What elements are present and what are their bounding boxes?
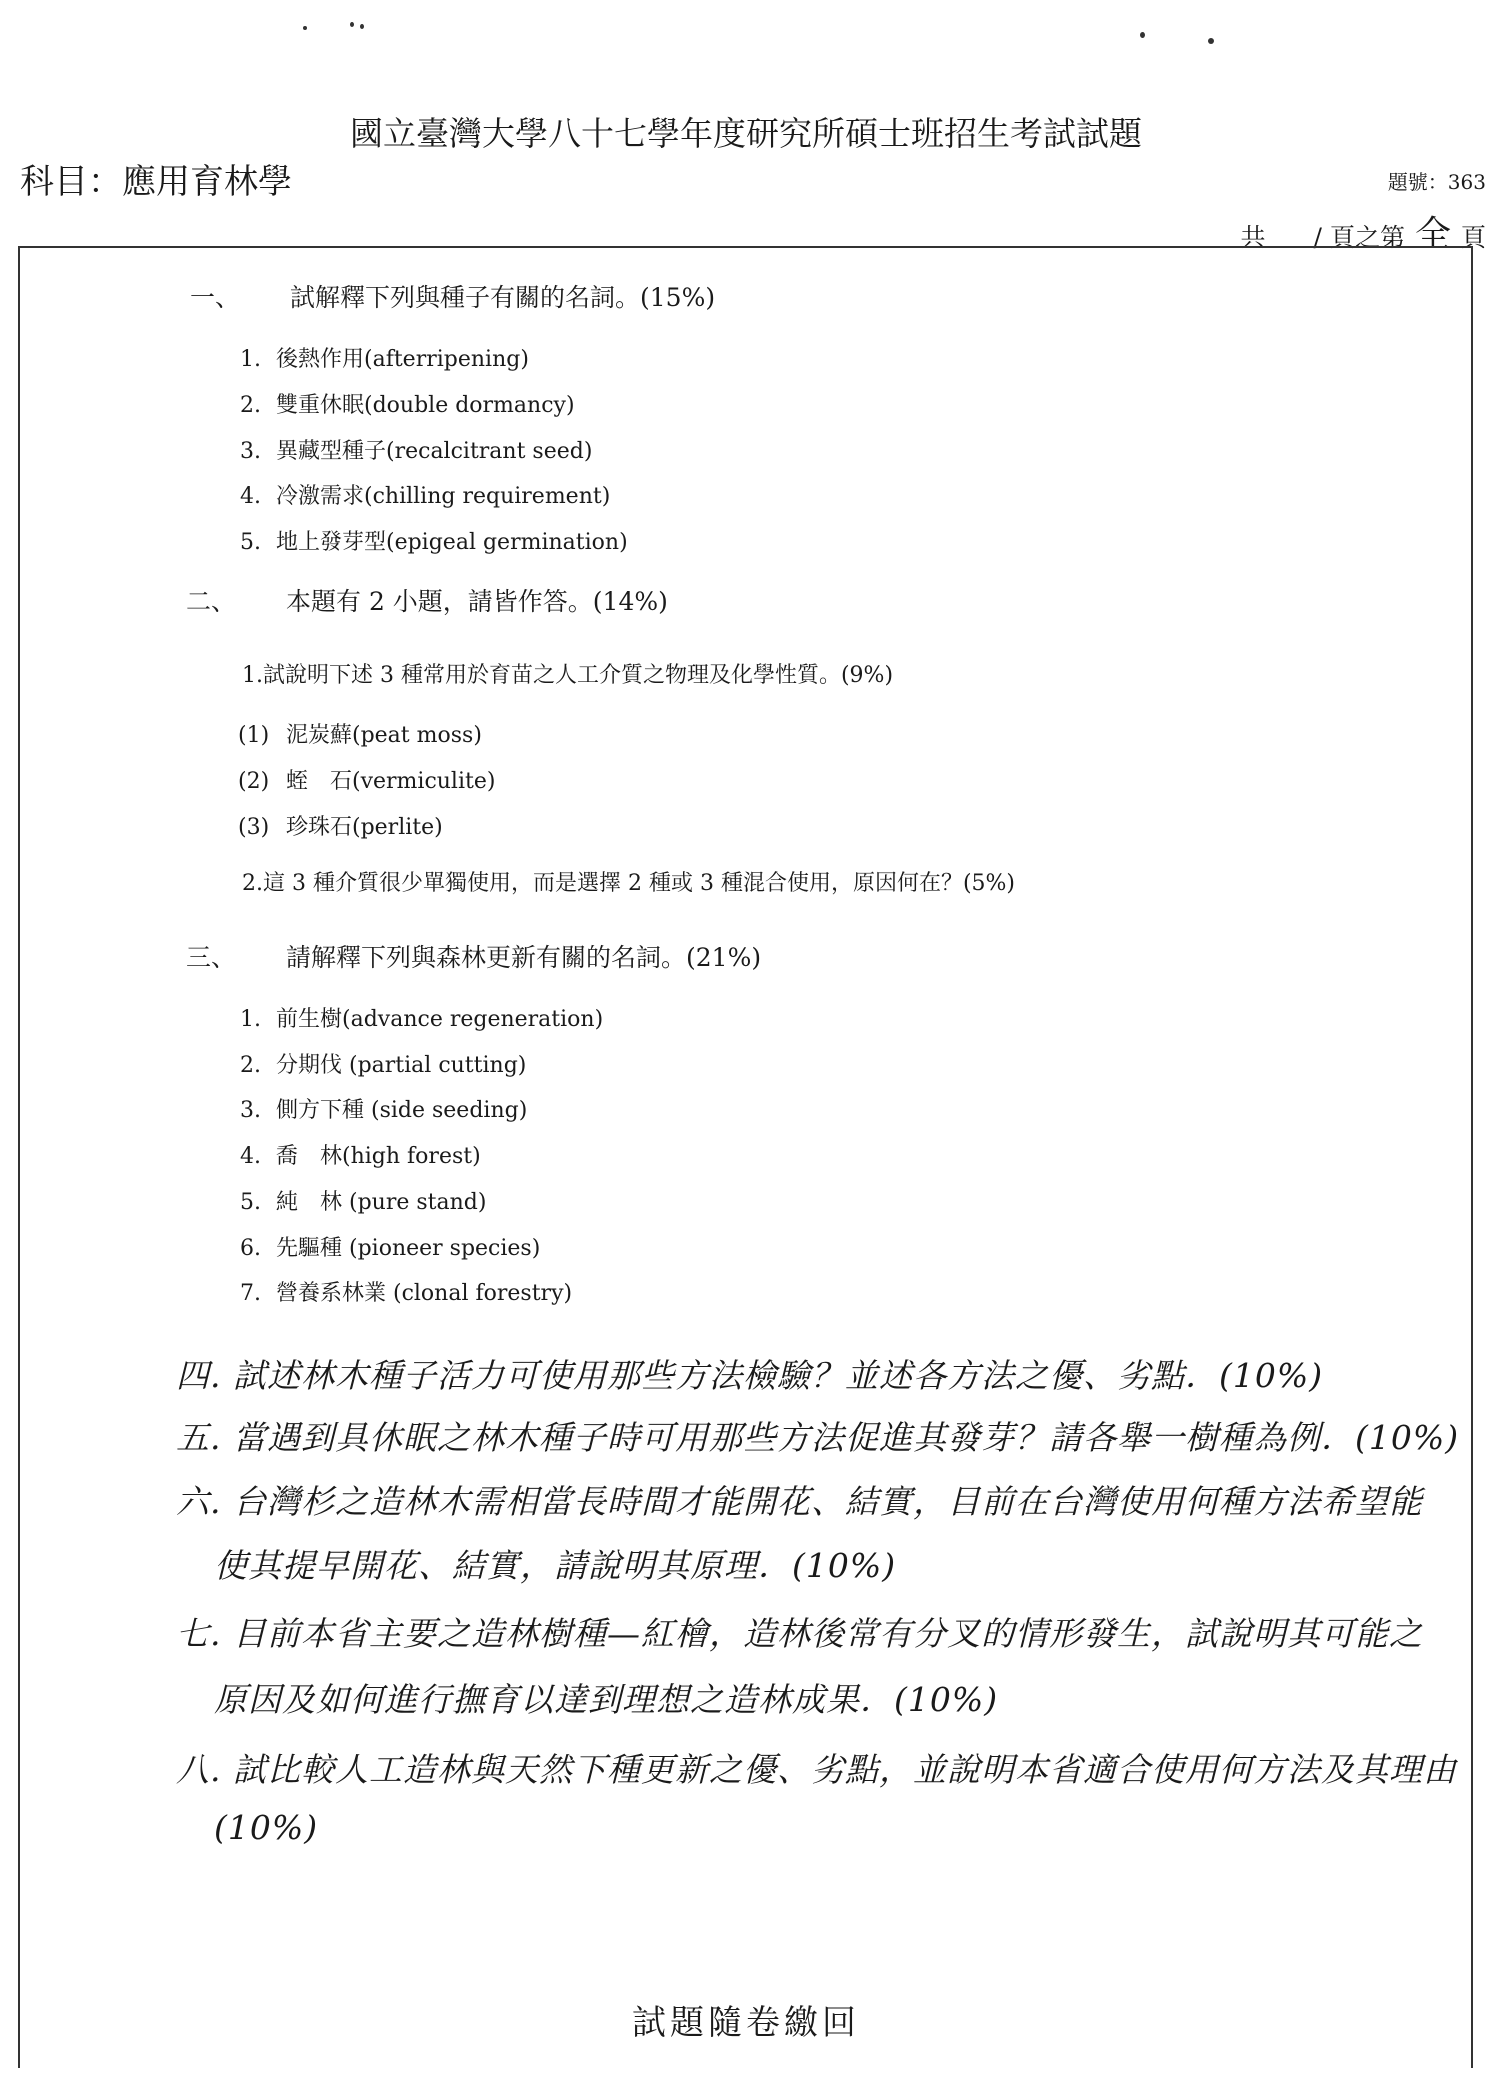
item-text: 蛭 石(vermiculite) — [286, 769, 496, 794]
question-6-handwritten-line-2: 使其提早開花、結實，請說明其原理．(10%) — [214, 1546, 897, 1585]
item-number: 2. — [240, 393, 261, 418]
item-text: 營養系林業 (clonal forestry) — [276, 1281, 573, 1306]
item-number: 7. — [240, 1281, 261, 1306]
page-total-label: 共 — [1240, 223, 1266, 252]
question-2-number: 二、 — [186, 587, 237, 616]
item-number: 3. — [240, 439, 261, 464]
question-8-handwritten-line-2: (10%) — [214, 1808, 319, 1847]
question-2-text: 本題有 2 小題，請皆作答。(14%) — [286, 587, 668, 616]
item-number: 5. — [240, 1190, 261, 1215]
item-number: (3) — [238, 815, 270, 840]
question-3-item — [240, 1231, 540, 1262]
question-1-heading — [190, 278, 715, 314]
item-text: 前生樹(advance regeneration) — [276, 1007, 604, 1032]
question-3-item — [240, 1093, 527, 1124]
page-current: 全 — [1414, 214, 1451, 255]
item-number: 1. — [240, 1007, 261, 1032]
scan-speck — [360, 24, 364, 29]
question-3-number: 三、 — [186, 943, 237, 972]
item-number: 4. — [240, 1144, 261, 1169]
subject-label: 科目：應用育林學 — [20, 162, 292, 202]
exam-title: 國立臺灣大學八十七學年度研究所碩士班招生考試試題 — [350, 114, 1142, 153]
item-text: 珍珠石(perlite) — [286, 815, 443, 840]
item-text: 異藏型種子(recalcitrant seed) — [276, 439, 593, 464]
question-2-sub-1: 1.試說明下述 3 種常用於育苗之人工介質之物理及化學性質。(9%) — [242, 663, 894, 688]
page-of-label: 頁之第 — [1329, 223, 1405, 252]
item-text: 純 林 (pure stand) — [276, 1190, 487, 1215]
question-7-handwritten-line-1: 七. 目前本省主要之造林樹種—紅檜，造林後常有分叉的情形發生，試說明其可能之 — [176, 1614, 1423, 1653]
item-text: 冷激需求(chilling requirement) — [276, 484, 611, 509]
question-1-number: 一、 — [190, 283, 241, 312]
question-3-item — [240, 1139, 481, 1170]
item-number: 3. — [240, 1098, 261, 1123]
question-number: 題號：363 — [1387, 170, 1486, 194]
question-3-text: 請解釋下列與森林更新有關的名詞。(21%) — [286, 943, 762, 972]
page-suffix: 頁 — [1460, 223, 1486, 252]
item-number: (1) — [238, 723, 270, 748]
question-1-text: 試解釋下列與種子有關的名詞。(15%) — [290, 283, 716, 312]
item-text: 側方下種 (side seeding) — [276, 1098, 528, 1123]
question-2-sub-1-item — [238, 718, 482, 749]
item-text: 分期伐 (partial cutting) — [276, 1053, 527, 1078]
item-text: 先驅種 (pioneer species) — [276, 1236, 541, 1261]
page-total-value: / — [1313, 223, 1322, 252]
item-text: 後熱作用(afterripening) — [276, 347, 529, 372]
question-1-item — [240, 434, 592, 465]
item-number: (2) — [238, 769, 270, 794]
item-number: 2. — [240, 1053, 261, 1078]
scan-speck — [1140, 32, 1145, 38]
question-3-item — [240, 1048, 526, 1079]
question-2-heading — [186, 582, 668, 618]
question-1-item — [240, 388, 575, 419]
question-2-sub-1-item — [238, 764, 495, 795]
question-6-handwritten-line-1: 六. 台灣杉之造林木需相當長時間才能開花、結實，目前在台灣使用何種方法希望能 — [176, 1482, 1423, 1521]
question-3-heading — [186, 938, 761, 974]
question-3-item — [240, 1185, 486, 1216]
question-2-sub-2: 2.這 3 種介質很少單獨使用，而是選擇 2 種或 3 種混合使用，原因何在？(5%) — [242, 871, 1016, 896]
return-paper-notice: 試題隨卷繳回 — [632, 2003, 860, 2043]
question-7-handwritten-line-2: 原因及如何進行撫育以達到理想之造林成果．(10%) — [214, 1680, 999, 1719]
question-5-handwritten: 五. 當遇到具休眠之林木種子時可用那些方法促進其發芽？請各舉一樹種為例．(10%) — [176, 1418, 1460, 1457]
question-3-item — [240, 1276, 572, 1307]
item-number: 1. — [240, 347, 261, 372]
question-1-item — [240, 342, 529, 373]
question-1-item — [240, 525, 628, 556]
question-3-item — [240, 1002, 603, 1033]
scan-speck — [350, 22, 354, 27]
exam-frame — [18, 246, 1473, 2068]
item-number: 4. — [240, 484, 261, 509]
item-text: 雙重休眠(double dormancy) — [276, 393, 575, 418]
scan-speck — [303, 26, 307, 30]
item-text: 喬 林(high forest) — [276, 1144, 481, 1169]
item-number: 5. — [240, 530, 261, 555]
question-1-item — [240, 479, 610, 510]
scan-speck — [1208, 38, 1214, 44]
item-text: 地上發芽型(epigeal germination) — [276, 530, 628, 555]
question-4-handwritten: 四. 試述林木種子活力可使用那些方法檢驗？並述各方法之優、劣點．(10%) — [176, 1356, 1324, 1395]
item-number: 6. — [240, 1236, 261, 1261]
question-2-sub-1-item — [238, 810, 443, 841]
item-text: 泥炭蘚(peat moss) — [286, 723, 482, 748]
question-8-handwritten-line-1: 八. 試比較人工造林與天然下種更新之優、劣點，並說明本省適合使用何方法及其理由 — [176, 1750, 1457, 1789]
